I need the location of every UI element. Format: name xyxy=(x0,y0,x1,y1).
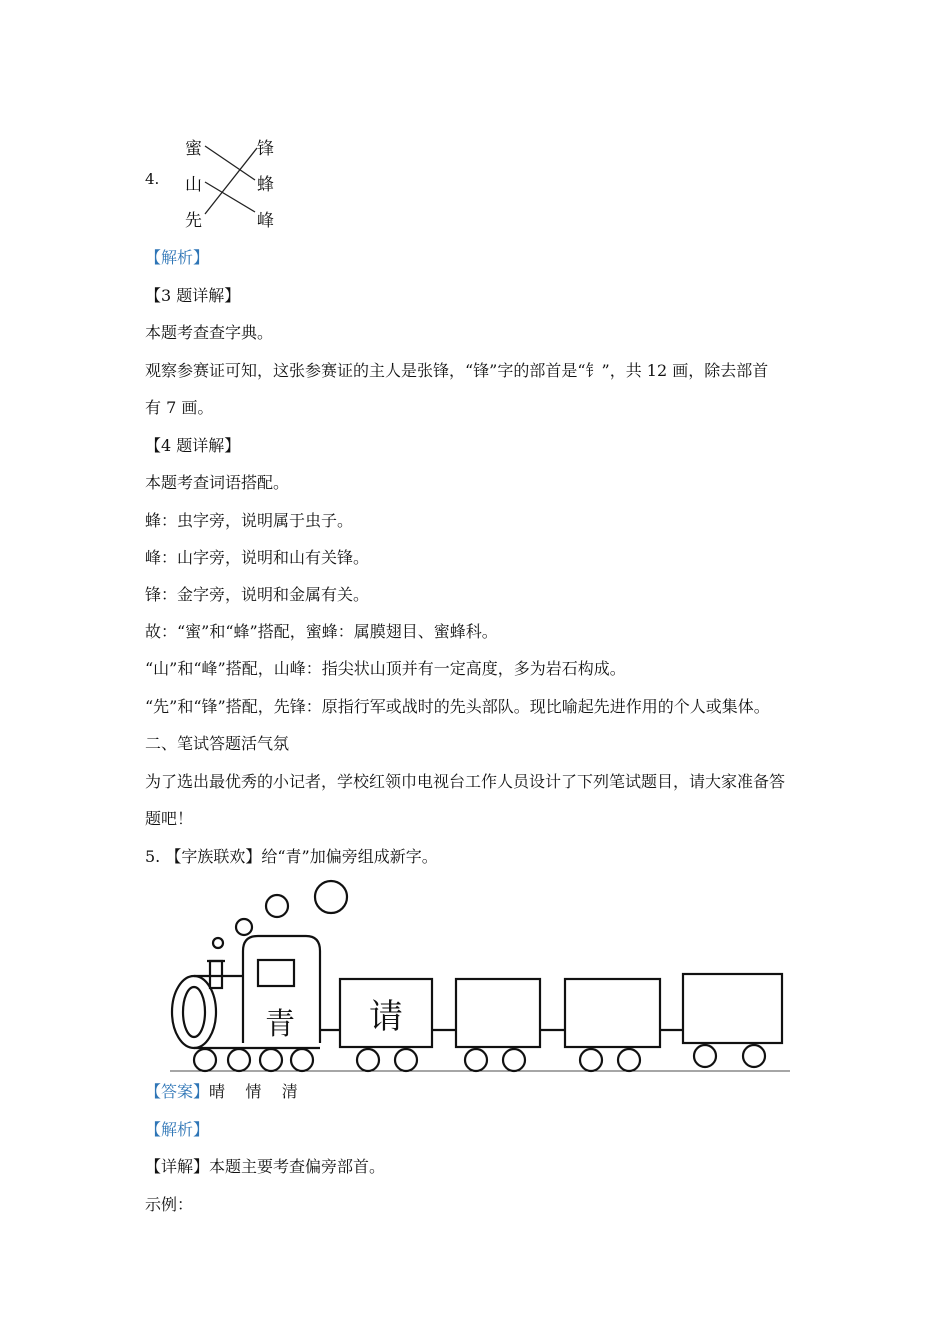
q3-text-line-1: 观察参赛证可知，这张参赛证的主人是张锋，“锋”字的部首是“钅”，共 12 画，除去部首 xyxy=(145,361,769,380)
q4-line-2: 峰：山字旁，说明和山有关锋。 xyxy=(145,548,370,567)
q4-line-6: “先”和“锋”搭配，先锋：原指行军或战时的先头部队。现比喻起先进作用的个人或集体。 xyxy=(145,697,770,716)
match-right-3: 峰 xyxy=(257,211,274,231)
example-label: 示例： xyxy=(145,1195,194,1214)
smoke-puff-1 xyxy=(213,938,223,948)
match-right-2: 蜂 xyxy=(257,175,274,195)
wheel xyxy=(291,1049,313,1071)
answer-label: 【答案】 xyxy=(145,1082,210,1101)
answer-line xyxy=(145,1082,298,1102)
wheel xyxy=(580,1049,602,1071)
smoke-puff-3 xyxy=(266,895,288,917)
car-4 xyxy=(683,974,782,1043)
wheel xyxy=(194,1049,216,1071)
wheel xyxy=(503,1049,525,1071)
match-left-3: 先 xyxy=(185,211,202,231)
q4-line-1: 蜂：虫字旁，说明属于虫子。 xyxy=(145,511,354,530)
intro-line-2: 题吧！ xyxy=(145,809,194,828)
smoke-puff-4 xyxy=(315,881,347,913)
match-left-1: 蜜 xyxy=(185,139,202,159)
car-3 xyxy=(565,979,660,1047)
car-1-character: 请 xyxy=(369,997,403,1037)
question-5: 5. 【字族联欢】给“青”加偏旁组成新字。 xyxy=(145,847,438,866)
q4-line-5: “山”和“峰”搭配，山峰：指尖状山顶并有一定高度，多为岩石构成。 xyxy=(145,659,626,678)
wheel xyxy=(395,1049,417,1071)
wheel xyxy=(694,1045,716,1067)
wheel xyxy=(357,1049,379,1071)
analysis-label-2: 【解析】 xyxy=(145,1120,210,1139)
wheel xyxy=(260,1049,282,1071)
match-right-1: 锋 xyxy=(257,139,274,159)
q4-topic: 本题考查词语搭配。 xyxy=(145,473,290,492)
q3-text-line-2: 有 7 画。 xyxy=(145,398,214,417)
matching-lines xyxy=(0,0,950,260)
wheel xyxy=(465,1049,487,1071)
intro-line-1: 为了选出最优秀的小记者，学校红领巾电视台工作人员设计了下列笔试题目，请大家准备答 xyxy=(145,772,786,791)
q3-detail-heading: 【3 题详解】 xyxy=(145,286,241,305)
train-illustration xyxy=(160,876,800,1076)
question-4-number: 4. xyxy=(145,170,160,188)
car-2 xyxy=(456,979,540,1047)
cab-window xyxy=(258,960,294,986)
chimney xyxy=(210,961,222,988)
wheel xyxy=(743,1045,765,1067)
wheel xyxy=(618,1049,640,1071)
smoke-puff-2 xyxy=(236,919,252,935)
q4-line-3: 锋：金字旁，说明和金属有关。 xyxy=(145,585,370,604)
q3-topic: 本题考查查字典。 xyxy=(145,323,274,342)
analysis-label: 【解析】 xyxy=(145,248,210,267)
q4-line-4: 故：“蜜”和“蜂”搭配，蜜蜂：属膜翅目、蜜蜂科。 xyxy=(145,622,498,641)
wheel xyxy=(228,1049,250,1071)
q4-detail-heading: 【4 题详解】 xyxy=(145,436,241,455)
section-2-heading: 二、笔试答题活气氛 xyxy=(145,734,290,753)
engine-character: 青 xyxy=(265,1007,295,1042)
detail-line: 【详解】本题主要考查偏旁部首。 xyxy=(145,1157,386,1176)
answer-text: 晴 情 清 xyxy=(209,1082,298,1101)
match-left-2: 山 xyxy=(185,175,202,195)
